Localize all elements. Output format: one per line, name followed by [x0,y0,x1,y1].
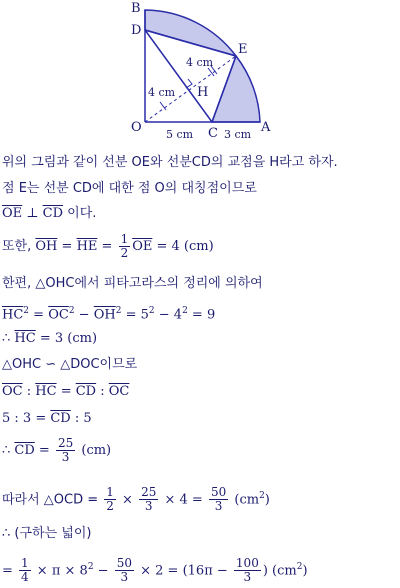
line-6 [2,303,215,323]
line-7 [2,331,97,347]
frac-num: 1 [21,556,29,571]
frac-num: 100 [235,556,259,571]
frac-50-3-b [115,557,134,584]
line-5 [2,276,263,292]
pi-term: × π × 8 [32,563,88,579]
sup-3: 2 [115,306,122,316]
eq-9: = 9 [187,307,216,323]
label-a: A [261,120,271,135]
frac-num: 1 [106,485,114,500]
line-2 [2,181,257,197]
label-e: E [238,42,248,57]
line-9 [2,384,129,400]
seg-cd-2: $\overline{CD}$ [75,384,97,399]
seg-oc-3: $\overline{OC}$ [108,384,130,399]
eq-head: = [2,563,18,579]
line-1 [2,155,338,171]
colon1: : [22,384,36,399]
unit-close: ) [264,492,270,508]
text-l3-tail: 이다. [63,206,97,221]
text-l8: △OHC ∽ △DOC이므로 [2,357,138,372]
tick-oh [160,102,166,110]
seg-cd-3: $\overline{CD}$ [50,411,71,426]
label-b: B [131,1,141,16]
frac-1-4 [19,557,31,584]
label-d: D [131,23,142,38]
eq: = [29,307,49,323]
therefore-2: ∴ [2,443,15,458]
seg-cd: $\overline{CD}$ [42,206,64,221]
seg-oe: $\overline{OE}$ [2,206,23,221]
text-l4-tail: = 4 (cm) [152,239,214,254]
line-4 [2,232,214,262]
frac-den: 3 [243,570,252,585]
frac-num: 25 [141,485,157,500]
minus-4: − 4 [154,307,183,323]
label-len-oh: 4 cm [148,86,176,99]
seg-oc: $\overline{OC}$ [48,307,69,323]
unit-sup: 2 [259,491,265,501]
label-h: H [197,85,209,100]
eq: = [56,384,76,399]
eq1: = [57,239,77,254]
geometry-figure [0,0,400,150]
seg-cd-4: $\overline{CD}$ [14,443,35,458]
frac-den: 3 [214,499,223,514]
seg-hc-2: $\overline{HC}$ [14,331,36,346]
line-12 [2,481,270,515]
therefore: ∴ [2,331,15,346]
label-len-ca: 3 cm [224,128,252,141]
frac-den: 3 [61,450,70,464]
frac-1-2 [104,486,116,513]
line-8 [2,357,137,373]
line-10 [2,411,92,427]
sup-1: 2 [23,306,30,316]
text-l2: 점 E는 선분 CD에 대한 점 O의 대칭점이므로 [2,181,257,196]
sup-2: 2 [68,306,75,316]
line-13 [2,526,91,542]
seg-oh: $\overline{OH}$ [35,239,58,254]
sup-4: 2 [148,306,155,316]
minus: − [74,307,94,323]
line-3 [2,206,96,222]
text-l12-head: 따라서 △OCD = [2,492,103,508]
eq2: = [97,239,117,254]
frac-100-3 [234,557,261,584]
unit-sup-2: 2 [296,562,303,572]
label-c: C [208,126,218,141]
unit-cm: (cm) [77,443,112,458]
unit-close-2: ) [302,563,308,579]
times1: × [117,492,138,508]
frac-num: 50 [210,485,227,500]
paren-open: (16π − [182,563,232,579]
eq: = [34,443,54,458]
frac-den: 3 [144,499,153,514]
text-l1: 위의 그림과 같이 선분 OE와 선분CD의 교점을 H라고 하자. [2,155,338,170]
label-o: O [131,120,142,135]
paren-close-unit: ) (cm [262,563,297,579]
num-5: = 5 [121,307,149,323]
line-14 [2,551,308,587]
minus: − [93,563,113,579]
frac-den: 2 [106,499,114,514]
frac-50-3 [209,486,228,513]
ratio-tail: : 5 [70,411,92,426]
frac-num: 25 [57,436,74,450]
frac-num: 1 [120,232,129,246]
unit-open: (cm [230,492,260,508]
text-l13: ∴ (구하는 넓이) [2,526,92,541]
text-l7-tail: = 3 (cm) [35,331,98,346]
frac-den: 3 [120,570,129,585]
frac-num: 50 [116,556,132,571]
label-len-he: 4 cm [186,56,214,69]
seg-hc-3: $\overline{HC}$ [35,384,57,399]
label-len-oc: 5 cm [166,128,194,141]
times-2: × 2 = [136,563,183,579]
colon2: : [96,384,109,399]
seg-he: $\overline{HE}$ [76,239,98,254]
shaded-region-bottom [212,56,260,122]
frac-den: 2 [120,246,129,260]
frac-den: 4 [21,570,29,585]
text-l5: 한편, △OHC에서 피타고라스의 정리에 의하여 [2,276,263,291]
frac-25-3-b [139,486,158,513]
perp-sign: ⊥ [22,206,43,221]
line-11 [2,436,111,466]
text-l4-head: 또한, [2,239,36,254]
sup-5: 2 [182,306,188,316]
seg-oe-2: $\overline{OE}$ [132,239,153,254]
seg-hc: $\overline{HC}$ [2,307,24,323]
seg-oh-2: $\overline{OH}$ [93,307,116,323]
sup-sq: 2 [87,562,94,572]
frac-25-3 [56,437,75,464]
ratio-head: 5 : 3 = [2,411,51,426]
times-4: × 4 = [160,492,207,508]
seg-oc-2: $\overline{OC}$ [2,384,23,399]
frac-half [119,233,131,260]
